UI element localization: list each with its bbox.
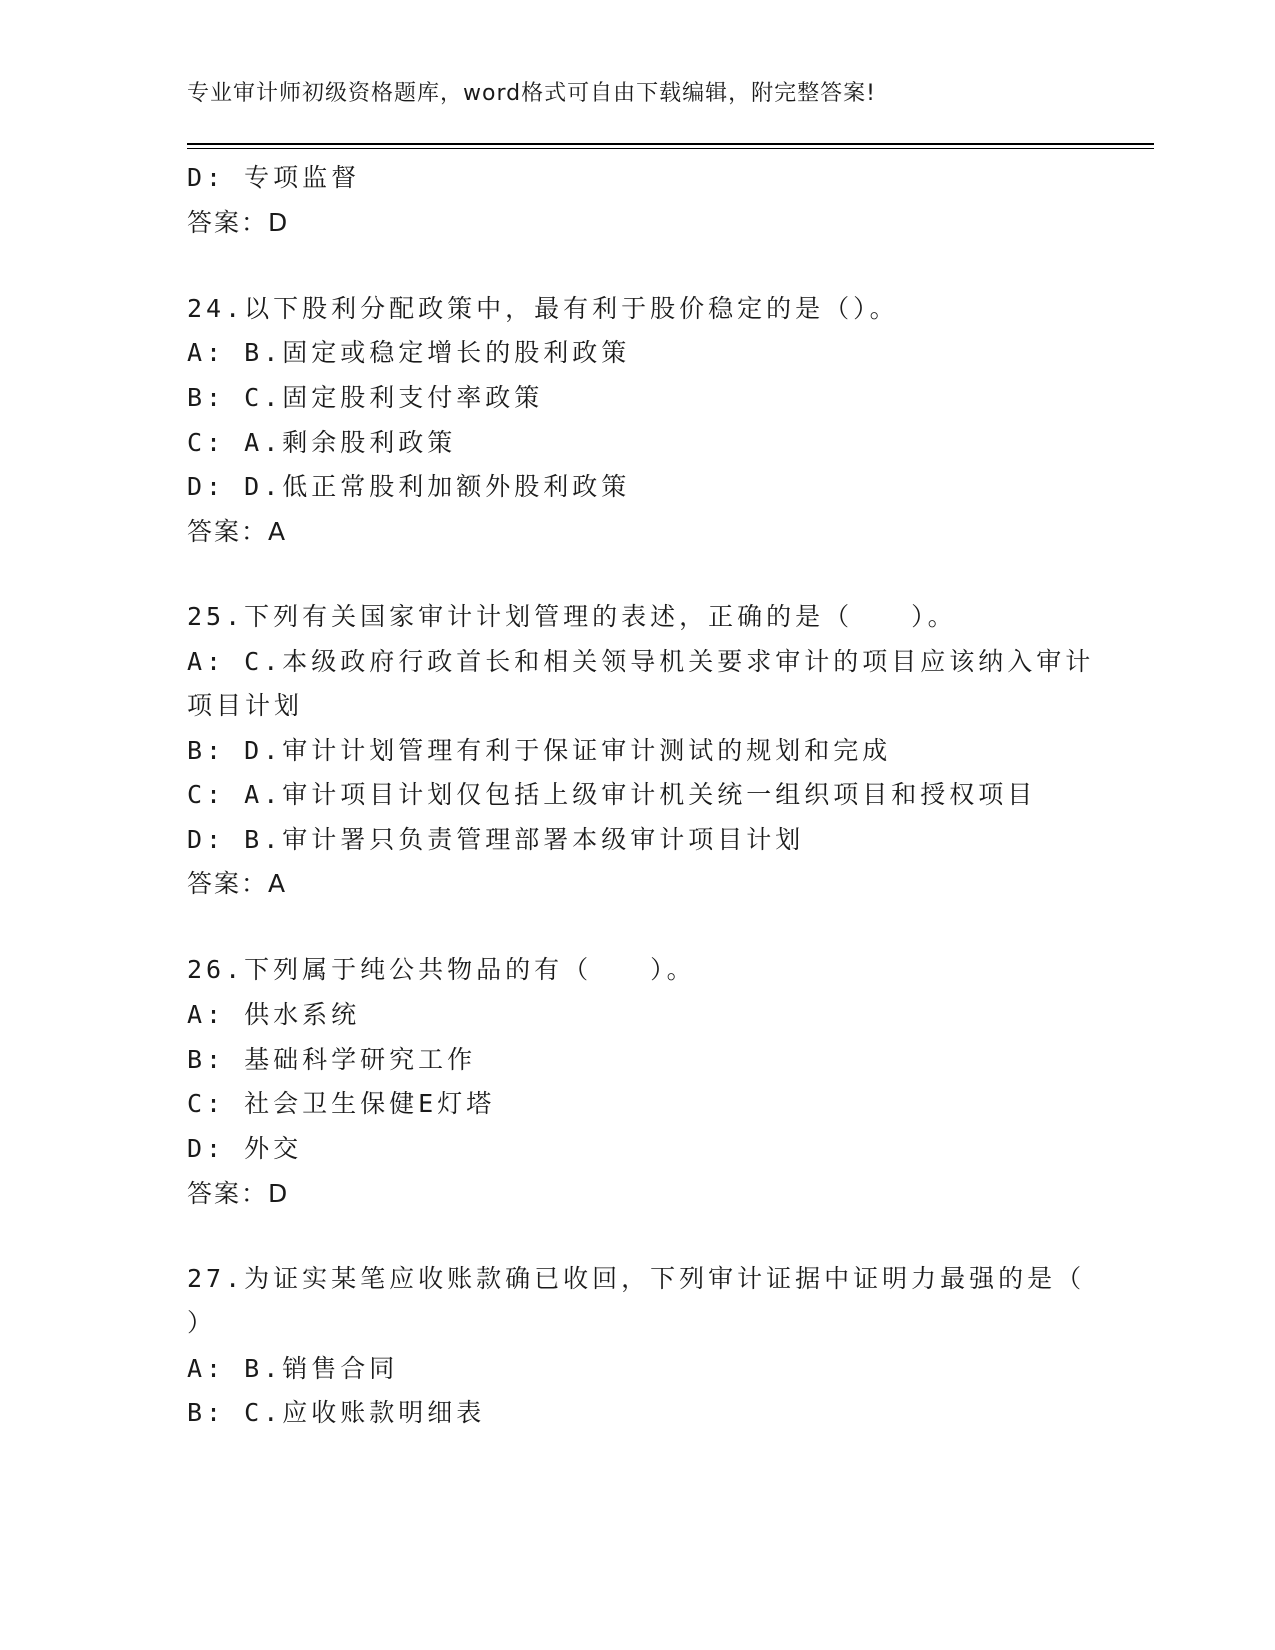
option-line: A: B.销售合同: [187, 1354, 399, 1383]
question-line: 24.以下股利分配政策中，最有利于股价稳定的是（）。: [187, 294, 899, 323]
answer-line: 答案：D: [187, 208, 290, 237]
option-line: C: A.剩余股利政策: [187, 428, 457, 457]
option-line: C: 社会卫生保健E灯塔: [187, 1089, 496, 1118]
answer-line: 答案：D: [187, 1179, 290, 1208]
option-line: B: C.固定股利支付率政策: [187, 383, 544, 412]
header-rule: [187, 143, 1154, 145]
option-line: A: 供水系统: [187, 1000, 361, 1029]
option-line: A: C.本级政府行政首长和相关领导机关要求审计的项目应该纳入审计: [187, 647, 1095, 676]
option-line: 项目计划: [187, 691, 304, 720]
option-line: A: B.固定或稳定增长的股利政策: [187, 338, 631, 367]
option-line: D: 外交: [187, 1134, 303, 1163]
answer-line: 答案：A: [187, 517, 288, 546]
option-line: C: A.审计项目计划仅包括上级审计机关统一组织项目和授权项目: [187, 780, 1037, 809]
page-header: 专业审计师初级资格题库，word格式可自由下载编辑，附完整答案!: [187, 81, 876, 106]
question-line: ）: [187, 1308, 217, 1337]
option-line: D: D.低正常股利加额外股利政策: [187, 472, 631, 501]
option-line: D: B.审计署只负责管理部署本级审计项目计划: [187, 825, 805, 854]
question-line: 25.下列有关国家审计计划管理的表述，正确的是（ ）。: [187, 602, 957, 631]
question-line: 27.为证实某笔应收账款确已收回，下列审计证据中证明力最强的是（: [187, 1264, 1086, 1293]
option-line: B: 基础科学研究工作: [187, 1045, 477, 1074]
option-line: B: C.应收账款明细表: [187, 1398, 486, 1427]
answer-line: 答案：A: [187, 869, 288, 898]
header-rule-thin: [187, 148, 1154, 149]
option-line: B: D.审计计划管理有利于保证审计测试的规划和完成: [187, 736, 892, 765]
question-line: 26.下列属于纯公共物品的有（ ）。: [187, 955, 696, 984]
option-line: D: 专项监督: [187, 163, 361, 192]
